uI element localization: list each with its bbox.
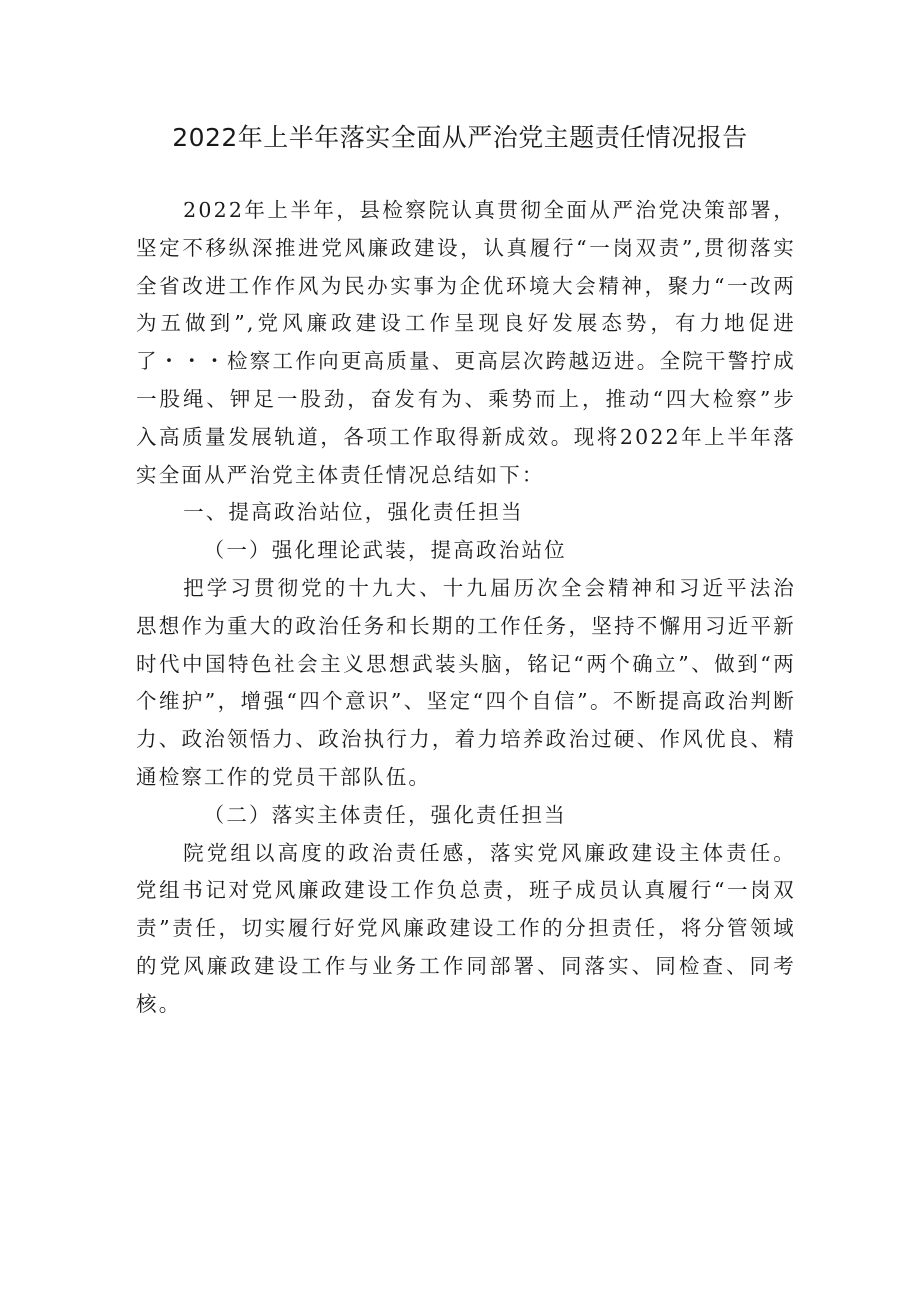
subsection-1-heading: （一）强化理论武装，提高政治站位	[203, 538, 567, 563]
subsection-2-paragraph: 院党组以高度的政治责任感，落实党风廉政建设主体责任。党组书记对党风廉政建设工作负总责，班子成员认真履行“一岗双责”责任，切实履行好党风廉政建设工作的分担责任，将分管领域的党风廉政建设工作与业务工作同部署、同落实、同检查、同考核。	[136, 840, 796, 1016]
document-body	[136, 192, 796, 1024]
subsection-2-heading: （二）落实主体责任，强化责任担当	[203, 802, 567, 827]
intro-paragraph: 2022年上半年，县检察院认真贯彻全面从严治党决策部署，坚定不移纵深推进党风廉政建设，认真履行“一岗双责”,贯彻落实全省改进工作作风为民办实事为企优环境大会精神，聚力“一改两为五做到”,党风廉政建设工作呈现良好发展态势，有力地促进了・・・检察工作向更高质量、更高层次跨越迈进。全院干警拧成一股绳、钾足一股劲，奋发有为、乘势而上，推动“四大检察”步入高质量发展轨道，各项工作取得新成效。现将2022年上半年落实全面从严治党主体责任情况总结如下：	[136, 198, 796, 487]
section-1-heading: 一、提高政治站位，强化责任担当	[183, 500, 524, 525]
document-title: 2022年上半年落实全面从严治党主题责任情况报告	[172, 123, 748, 152]
subsection-1-paragraph: 把学习贯彻党的十九大、十九届历次全会精神和习近平法治思想作为重大的政治任务和长期的工作任务，坚持不懈用习近平新时代中国特色社会主义思想武装头脑，铭记“两个确立”、做到“两个维护”，增强“四个意识”、坚定“四个自信”。不断提高政治判断力、政治领悟力、政治执行力，着力培养政治过硬、作风优良、精通检察工作的党员干部队伍。	[136, 575, 796, 789]
